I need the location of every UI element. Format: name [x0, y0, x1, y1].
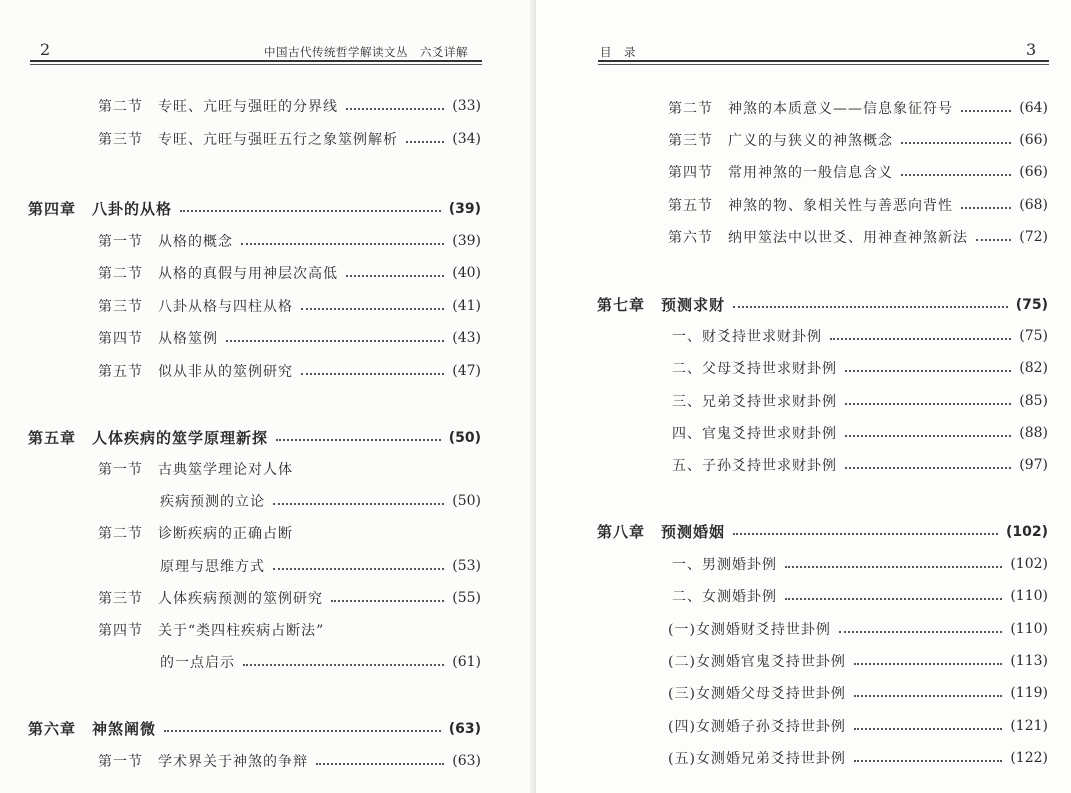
toc-entry-first-line[interactable]: 第一节 古典筮学理论对人体 [98, 462, 293, 478]
toc-entry[interactable] [668, 619, 1048, 639]
toc-entry-first-line[interactable]: 第二节 诊断疾病的正确占断 [98, 526, 293, 542]
leader-dots [854, 760, 1002, 762]
toc-page: (68) [1019, 197, 1048, 213]
leader-dots [346, 108, 444, 110]
leader-dots [301, 373, 444, 375]
header-rule [30, 60, 482, 62]
leader-dots [976, 239, 1011, 241]
leader-dots [226, 340, 444, 342]
leader-dots [854, 663, 1002, 665]
toc-entry[interactable] [98, 96, 481, 116]
toc-label: 第四节 常用神煞的一般信息含义 [668, 165, 893, 181]
chapter-label: 第五章 人体疾病的筮学原理新探 [28, 429, 269, 447]
toc-page: (63) [452, 753, 481, 769]
toc-page: (75) [1015, 296, 1048, 313]
leader-dots [346, 275, 444, 277]
chapter-entry[interactable] [28, 198, 481, 219]
leader-dots [273, 568, 444, 570]
right-page-number: 3 [1026, 40, 1037, 59]
leader-dots [839, 631, 1002, 633]
leader-dots [845, 467, 1011, 469]
toc-page: (39) [448, 200, 481, 217]
chapter-entry[interactable] [28, 718, 481, 739]
leader-dots [854, 728, 1002, 730]
leader-dots [243, 664, 444, 666]
toc-page: (75) [1019, 328, 1048, 344]
toc-label: (四)女测婚子孙爻持世卦例 [668, 719, 846, 735]
left-page-number: 2 [40, 40, 51, 59]
chapter-entry[interactable] [597, 294, 1048, 315]
toc-label: 原理与思维方式 [160, 559, 265, 575]
leader-dots [733, 533, 998, 535]
toc-page: (33) [452, 98, 481, 114]
toc-page: (85) [1019, 393, 1048, 409]
toc-label: 四、官鬼爻持世求财卦例 [672, 426, 837, 442]
toc-entry[interactable] [672, 326, 1048, 346]
toc-label: 疾病预测的立论 [160, 494, 265, 510]
toc-entry[interactable] [668, 716, 1048, 736]
chapter-label: 第四章 八卦的从格 [28, 200, 173, 218]
leader-dots [854, 695, 1002, 697]
toc-entry[interactable] [672, 586, 1048, 606]
toc-label: 二、父母爻持世求财卦例 [672, 361, 837, 377]
chapter-label: 第七章 预测求财 [597, 296, 726, 314]
toc-page: (97) [1019, 457, 1048, 473]
leader-dots [164, 730, 441, 732]
toc-page: (110) [1010, 621, 1048, 637]
toc-label: 第五节 似从非从的筮例研究 [98, 364, 293, 380]
toc-label: 五、子孙爻持世求财卦例 [672, 458, 837, 474]
toc-label: 第三节 专旺、亢旺与强旺五行之象筮例解析 [98, 132, 398, 148]
toc-page: (55) [452, 590, 481, 606]
header-rule [598, 60, 1049, 62]
toc-label: 第三节 八卦从格与四柱从格 [98, 299, 293, 315]
header-rule-thin [30, 64, 482, 65]
toc-page: (40) [452, 265, 481, 281]
leader-dots [830, 338, 1011, 340]
toc-entry[interactable] [668, 195, 1048, 215]
toc-entry[interactable] [98, 231, 481, 251]
toc-label: 第一节 从格的概念 [98, 234, 233, 250]
chapter-entry[interactable] [597, 521, 1048, 542]
leader-dots [845, 370, 1011, 372]
toc-entry[interactable] [668, 130, 1048, 150]
toc-page: (66) [1019, 164, 1048, 180]
toc-label: 一、财爻持世求财卦例 [672, 329, 822, 345]
toc-entry[interactable] [672, 358, 1048, 378]
leader-dots [901, 142, 1011, 144]
toc-entry[interactable] [98, 361, 481, 381]
toc-entry[interactable] [668, 683, 1048, 703]
toc-label: 第五节 神煞的物、象相关性与善恶向背性 [668, 198, 953, 214]
leader-dots [406, 141, 444, 143]
toc-label: 第二节 从格的真假与用神层次高低 [98, 266, 338, 282]
toc-page: (82) [1019, 360, 1048, 376]
toc-page: (50) [452, 493, 481, 509]
toc-label: 的一点启示 [160, 655, 235, 671]
left-running-head: 中国古代传统哲学解读文丛 六爻详解 [264, 45, 468, 59]
toc-label: 三、兄弟爻持世求财卦例 [672, 394, 837, 410]
toc-page: (50) [448, 429, 481, 446]
leader-dots [180, 210, 441, 212]
toc-page: (53) [452, 558, 481, 574]
toc-page: (102) [1010, 556, 1048, 572]
toc-label: 第六节 纳甲筮法中以世爻、用神查神煞新法 [668, 230, 968, 246]
toc-label: (一)女测婚财爻持世卦例 [668, 622, 831, 638]
toc-entry[interactable] [672, 455, 1048, 475]
chapter-label: 第八章 预测婚姻 [597, 523, 726, 541]
leader-dots [733, 306, 1008, 308]
toc-page: (110) [1010, 588, 1048, 604]
toc-page: (34) [452, 131, 481, 147]
toc-page: (43) [452, 330, 481, 346]
toc-entry[interactable] [160, 491, 481, 511]
toc-label: (三)女测婚父母爻持世卦例 [668, 686, 846, 702]
toc-entry[interactable] [98, 328, 481, 348]
toc-page: (102) [1005, 523, 1048, 540]
toc-label: 第二节 专旺、亢旺与强旺的分界线 [98, 99, 338, 115]
leader-dots [961, 207, 1011, 209]
toc-entry[interactable] [672, 554, 1048, 574]
leader-dots [331, 600, 444, 602]
toc-page: (66) [1019, 132, 1048, 148]
toc-entry[interactable] [98, 263, 481, 283]
leader-dots [241, 243, 444, 245]
toc-page: (41) [452, 298, 481, 314]
toc-page: (39) [452, 233, 481, 249]
chapter-label: 第六章 神煞阐微 [28, 720, 157, 738]
toc-label: 二、女测婚卦例 [672, 589, 777, 605]
chapter-entry[interactable] [28, 427, 481, 448]
header-rule-thin [598, 64, 1049, 65]
leader-dots [901, 174, 1011, 176]
toc-label: 第三节 人体疾病预测的筮例研究 [98, 591, 323, 607]
toc-entry[interactable] [672, 391, 1048, 411]
leader-dots [316, 763, 444, 765]
toc-page: (88) [1019, 425, 1048, 441]
toc-page: (122) [1010, 750, 1048, 766]
toc-page: (64) [1019, 100, 1048, 116]
leader-dots [845, 435, 1011, 437]
right-page [536, 0, 1071, 793]
toc-entry[interactable] [668, 651, 1048, 671]
toc-label: 第二节 神煞的本质意义——信息象征符号 [668, 101, 953, 117]
right-running-head: 目 录 [600, 45, 636, 59]
toc-entry[interactable] [668, 98, 1048, 118]
toc-entry[interactable] [98, 296, 481, 316]
toc-entry-first-line[interactable]: 第四节 关于“类四柱疾病占断法” [98, 623, 325, 639]
leader-dots [273, 503, 444, 505]
toc-entry[interactable] [160, 652, 481, 672]
toc-page: (113) [1010, 653, 1048, 669]
leader-dots [785, 598, 1002, 600]
toc-page: (119) [1010, 685, 1048, 701]
leader-dots [301, 308, 444, 310]
toc-page: (121) [1010, 718, 1048, 734]
leader-dots [276, 439, 441, 441]
toc-label: 第一节 学术界关于神煞的争辩 [98, 754, 308, 770]
toc-page: (47) [452, 363, 481, 379]
toc-entry[interactable] [668, 162, 1048, 182]
leader-dots [785, 566, 1002, 568]
leader-dots [961, 110, 1011, 112]
toc-entry[interactable] [668, 748, 1048, 768]
leader-dots [845, 403, 1011, 405]
toc-entry[interactable] [672, 423, 1048, 443]
toc-page: (72) [1019, 229, 1048, 245]
toc-page: (61) [452, 654, 481, 670]
toc-label: (五)女测婚兄弟爻持世卦例 [668, 751, 846, 767]
toc-entry[interactable] [668, 227, 1048, 247]
toc-label: 第三节 广义的与狭义的神煞概念 [668, 133, 893, 149]
toc-entry[interactable] [98, 751, 481, 771]
toc-label: 第四节 从格筮例 [98, 331, 218, 347]
toc-entry[interactable] [98, 129, 481, 149]
toc-entry[interactable] [160, 556, 481, 576]
toc-label: (二)女测婚官鬼爻持世卦例 [668, 654, 846, 670]
toc-page: (63) [448, 720, 481, 737]
toc-entry[interactable] [98, 588, 481, 608]
toc-label: 一、男测婚卦例 [672, 557, 777, 573]
